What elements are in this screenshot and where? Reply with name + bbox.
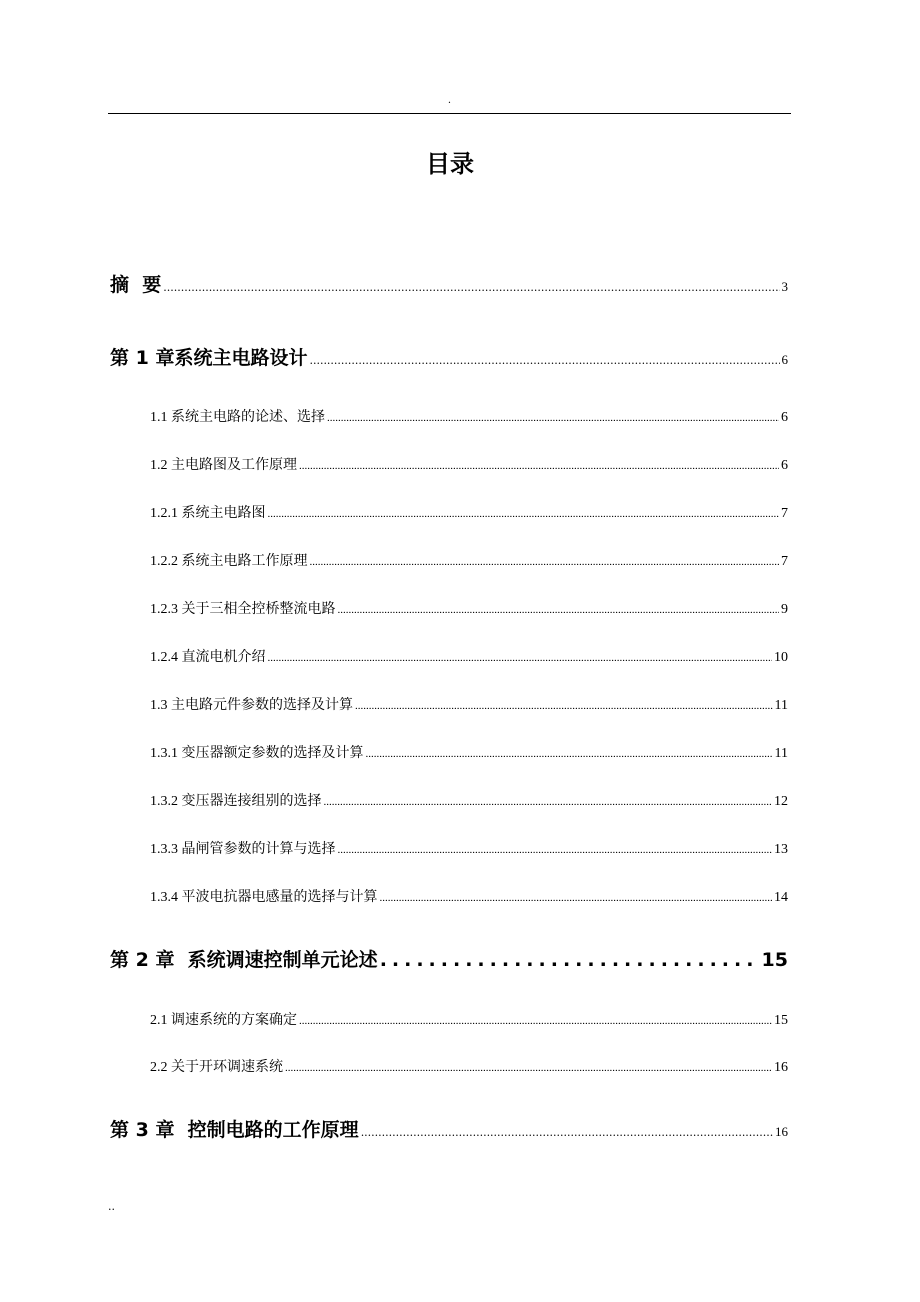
toc-entry-1-3-1[interactable] [150, 745, 788, 763]
toc-page-number: 6 [781, 410, 788, 425]
toc-entry-label: 1.3.4 平波电抗器电感量的选择与计算 [150, 890, 378, 905]
toc-entry-label: 第 2 章 系统调速控制单元论述 [110, 949, 378, 971]
dot-leader [338, 841, 773, 859]
toc-page-number: 16 [775, 1124, 788, 1139]
toc-entry-label: 1.2.4 直流电机介绍 [150, 650, 266, 665]
toc-page-number: 15 [761, 949, 788, 971]
toc-entry-label: 1.2.2 系统主电路工作原理 [150, 554, 308, 569]
toc-entry-chapter-2[interactable] [110, 948, 788, 972]
toc-entry-label: 1.3.2 变压器连接组别的选择 [150, 794, 322, 809]
dot-leader [361, 1121, 773, 1145]
toc-entry-label: 2.2 关于开环调速系统 [150, 1060, 283, 1075]
toc-entry-1-3-3[interactable] [150, 841, 788, 859]
dot-leader [299, 1012, 772, 1030]
dot-leader [285, 1059, 772, 1077]
toc-entry-1-3[interactable] [150, 697, 788, 715]
toc-page-number: 7 [781, 554, 788, 569]
toc-entry-label: 第 3 章 控制电路的工作原理 [110, 1119, 359, 1141]
dot-leader [324, 793, 773, 811]
toc-page-number: 13 [774, 842, 788, 857]
toc-entry-1-2-2[interactable] [150, 553, 788, 571]
toc-entry-label: 1.2.1 系统主电路图 [150, 506, 266, 521]
toc-entry-label: 1.2.3 关于三相全控桥整流电路 [150, 602, 336, 617]
toc-page-number: 3 [781, 279, 788, 294]
toc-entry-1-2-4[interactable] [150, 649, 788, 667]
header-rule [108, 113, 791, 114]
dot-leader [299, 457, 779, 475]
toc-entry-1-3-4[interactable] [150, 889, 788, 907]
toc-page-number: 15 [774, 1013, 788, 1028]
toc-entry-label: 1.1 系统主电路的论述、选择 [150, 410, 325, 425]
toc-entry-label: 摘 要 [110, 274, 162, 296]
toc-page-number: 11 [774, 746, 788, 761]
toc-entry-2-2[interactable] [150, 1059, 788, 1077]
toc-page-number: 6 [781, 458, 788, 473]
toc-entry-abstract[interactable] [110, 273, 788, 300]
toc-entry-1-2-3[interactable] [150, 601, 788, 619]
dot-leader [338, 601, 780, 619]
toc-entry-1-1[interactable] [150, 409, 788, 427]
toc-page-number: 16 [774, 1060, 788, 1075]
toc-entry-chapter-3[interactable] [110, 1118, 788, 1145]
dot-leader [309, 349, 779, 373]
dot-leader [327, 409, 779, 427]
toc-entry-2-1[interactable] [150, 1012, 788, 1030]
toc-entry-1-3-2[interactable] [150, 793, 788, 811]
dot-leader [380, 889, 773, 907]
toc-entry-1-2-1[interactable] [150, 505, 788, 523]
toc-page-number: 9 [781, 602, 788, 617]
toc-entry-label: 1.3.1 变压器额定参数的选择及计算 [150, 746, 364, 761]
dot-leader [366, 745, 773, 763]
toc-title: 目录 [426, 150, 474, 178]
toc-entry-label: 1.3 主电路元件参数的选择及计算 [150, 698, 353, 713]
toc-page-number: 11 [774, 698, 788, 713]
dot-leader [268, 505, 780, 523]
toc-page-number: 7 [781, 506, 788, 521]
toc-entry-label: 1.2 主电路图及工作原理 [150, 458, 297, 473]
toc-entry-label: 2.1 调速系统的方案确定 [150, 1013, 297, 1028]
toc-entry-1-2[interactable] [150, 457, 788, 475]
toc-page-number: 14 [774, 890, 788, 905]
toc-entry-chapter-1[interactable] [110, 346, 788, 373]
dot-leader [163, 276, 779, 300]
dot-leader [355, 697, 773, 715]
dot-leader [268, 649, 773, 667]
footer-mark: .. [108, 1200, 115, 1213]
toc-page-number: 10 [774, 650, 788, 665]
dot-leader [380, 948, 760, 972]
toc-entry-label: 1.3.3 晶闸管参数的计算与选择 [150, 842, 336, 857]
dot-leader [310, 553, 780, 571]
header-mark: . [447, 95, 452, 106]
toc-page-number: 12 [774, 794, 788, 809]
toc-page-number: 6 [781, 352, 788, 367]
toc-entry-label: 第 1 章系统主电路设计 [110, 347, 308, 369]
